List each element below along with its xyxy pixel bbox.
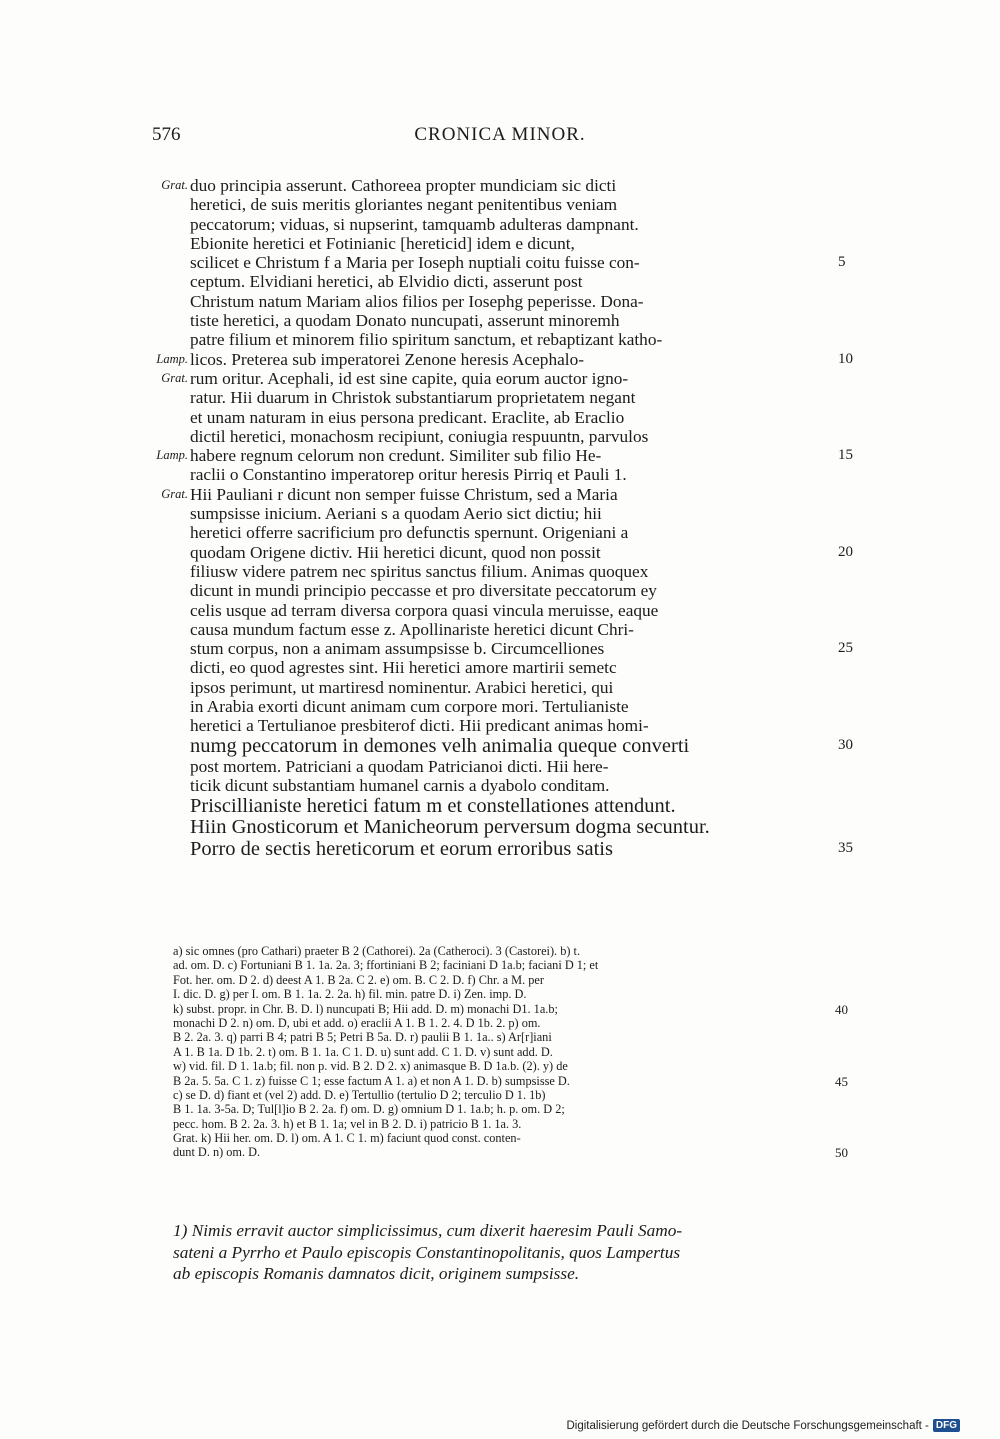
line-text: dicunt in mundi principio peccasse et pro diversitate peccatorum ey [190, 581, 657, 601]
line-number: 20 [838, 543, 853, 560]
text-line [0, 581, 1000, 600]
apparatus-text: k) subst. propr. in Chr. B. D. l) nuncupati B; Hii add. D. m) monachi D1. 1a.b; [173, 1001, 558, 1016]
line-number: 5 [838, 254, 846, 271]
text-line [0, 562, 1000, 581]
text-line [0, 796, 1000, 818]
line-text: ceptum. Elvidiani heretici, ab Elvidio dicti, asserunt post [190, 272, 583, 292]
line-number: 15 [838, 447, 853, 464]
apparatus-text: Grat. k) Hii her. om. D. l) om. A 1. C 1. m) faciunt quod const. conten- [173, 1131, 521, 1146]
text-line [0, 388, 1000, 407]
footnote-text: sateni a Pyrrho et Paulo episcopis Constantinopolitanis, quos Lampertus [173, 1242, 681, 1262]
margin-source-label: Grat. [161, 370, 188, 385]
line-text: numg peccatorum in demones velh animalia queque converti [190, 735, 690, 757]
line-text: scilicet e Christum f a Maria per Ioseph nuptiali coitu fuisse con- [190, 253, 640, 273]
line-text: in Arabia exorti dicunt animam cum corpore mori. Tertulianiste [190, 697, 629, 717]
apparatus-text: ad. om. D. c) Fortuniani B 1. 1a. 2a. 3; ffortiniani B 2; faciniani D 1a.b; faciani D 1; et [173, 958, 599, 973]
text-line [0, 736, 1000, 758]
apparatus-line [0, 1016, 1000, 1030]
apparatus-line [0, 1030, 1000, 1044]
line-text: dictil heretici, monachosm recipiunt, coniugia respuuntn, parvulos [190, 426, 649, 446]
line-text: heretici a Tertulianoe presbiterof dicti. Hii predicant animas homi- [190, 716, 649, 736]
text-line [0, 176, 1000, 195]
apparatus-text: B 1. 1a. 3-5a. D; Tul[l]io B 2. 2a. f) om. D. g) omnium D 1. 1a.b; h. p. om. D 2; [173, 1102, 565, 1117]
footnote-line [0, 1263, 1000, 1285]
line-text: duo principia asserunt. Cathoreea propter mundiciam sic dicti [190, 176, 617, 195]
text-line [0, 311, 1000, 330]
text-line [0, 716, 1000, 735]
line-text: quodam Origene dictiv. Hii heretici dicunt, quod non possit [190, 542, 601, 562]
page-number: 576 [152, 124, 181, 145]
apparatus-line [0, 1102, 1000, 1116]
line-text: patre filium et minorem filio spiritum sanctum, et rebaptizant katho- [190, 330, 663, 350]
text-line [0, 543, 1000, 562]
text-line [0, 195, 1000, 214]
apparatus-text: c) se D. d) fiant et (vel 2) add. D. e) Tertullio (tertulio D 2; terculio D 1. 1b) [173, 1087, 546, 1102]
line-text: tiste heretici, a quodam Donato nuncupati, asserunt minoremh [190, 311, 620, 331]
critical-apparatus [0, 944, 1000, 1160]
footnote-text: ab episcopis Romanis damnatos dicit, originem sumpsisse. [173, 1264, 580, 1283]
line-text: stum corpus, non a animam assumpsisse b. Circumcelliones [190, 639, 605, 659]
text-line [0, 620, 1000, 639]
apparatus-line [0, 1131, 1000, 1145]
line-number: 50 [835, 1145, 848, 1161]
apparatus-line [0, 987, 1000, 1001]
text-line [0, 504, 1000, 523]
line-text: filiusw videre patrem nec spiritus sanctus filium. Animas quoquex [190, 561, 649, 581]
text-line [0, 776, 1000, 795]
apparatus-text: dunt D. n) om. D. [173, 1145, 261, 1160]
page-title: CRONICA MINOR. [414, 124, 586, 145]
apparatus-line [0, 958, 1000, 972]
credit-text: Digitalisierung gefördert durch die Deutsche Forschungsgemeinschaft - [566, 1419, 929, 1432]
text-line [0, 446, 1000, 465]
text-line [0, 658, 1000, 677]
text-line [0, 272, 1000, 291]
text-line [0, 697, 1000, 716]
line-text: raclii o Constantino imperatorep oritur heresis Pirriq et Pauli 1. [190, 465, 627, 485]
line-text: ticik dicunt substantiam humanel carnis a dyabolo conditam. [190, 776, 610, 796]
footnote-text: 1) Nimis erravit auctor simplicissimus, cum dixerit haeresim Pauli Samo- [173, 1221, 683, 1240]
line-text: licos. Preterea sub imperatorei Zenone heresis Acephalo- [190, 349, 584, 369]
line-text: heretici, de suis meritis gloriantes negant penitentibus veniam [190, 195, 618, 215]
apparatus-line [0, 1002, 1000, 1016]
apparatus-line [0, 1117, 1000, 1131]
apparatus-line [0, 1074, 1000, 1088]
margin-source-label: Lamp. [156, 351, 188, 366]
text-line [0, 817, 1000, 839]
text-line [0, 601, 1000, 620]
line-text: heretici offerre sacrificium pro defunctis spernunt. Origeniani a [190, 523, 629, 543]
apparatus-line [0, 1088, 1000, 1102]
apparatus-line [0, 1145, 1000, 1159]
line-text: post mortem. Patriciani a quodam Patricianoi dicti. Hii here- [190, 757, 609, 777]
apparatus-text: monachi D 2. n) om. D, ubi et add. o) eraclii A 1. B 1. 2. 4. D 1b. 2. p) om. [173, 1015, 541, 1030]
text-line [0, 839, 1000, 861]
main-text [0, 176, 1000, 860]
line-text: et unam naturam in eius persona predicant. Eraclite, ab Eraclio [190, 407, 625, 427]
margin-source-label: Grat. [161, 486, 188, 501]
text-line [0, 292, 1000, 311]
apparatus-text: A 1. B 1a. D 1b. 2. t) om. B 1. 1a. C 1. D. u) sunt add. C 1. D. v) sunt add. D. [173, 1044, 553, 1059]
apparatus-text: w) vid. fil. D 1. 1a.b; fil. non p. vid. B 2. D 2. x) animasque B. D 1a.b. (2). y) de [173, 1059, 568, 1074]
line-number: 35 [838, 839, 853, 856]
line-text: habere regnum celorum non credunt. Similiter sub filio He- [190, 446, 602, 466]
dfg-logo-icon: DFG [933, 1419, 960, 1432]
margin-source-label: Grat. [161, 178, 188, 192]
line-number: 10 [838, 350, 853, 367]
text-line [0, 678, 1000, 697]
line-text: ratur. Hii duarum in Christok substantiarum proprietatem negant [190, 388, 636, 408]
text-line [0, 253, 1000, 272]
line-text: Ebionite heretici et Fotinianic [hereticid] idem e dicunt, [190, 233, 575, 253]
digitization-credit [566, 1419, 960, 1432]
line-text: ipsos perimunt, ut martiresd nominentur. Arabici heretici, qui [190, 677, 614, 697]
line-number: 25 [838, 640, 853, 657]
line-text: dicti, eo quod agrestes sint. Hii heretici amore martirii semetc [190, 658, 617, 678]
line-text: peccatorum; viduas, si nupserint, tamquamb adulteras dampnant. [190, 214, 639, 234]
apparatus-text: B 2a. 5. 5a. C 1. z) fuisse C 1; esse factum A 1. a) et non A 1. D. b) sumpsisse D. [173, 1073, 570, 1088]
line-number: 40 [835, 1001, 848, 1017]
apparatus-line [0, 944, 1000, 958]
apparatus-text: Fot. her. om. D 2. d) deest A 1. B 2a. C 2. e) om. B. C 2. D. f) Chr. a M. per [173, 972, 544, 987]
text-line [0, 350, 1000, 369]
text-line [0, 757, 1000, 776]
line-text: sumpsisse inicium. Aeriani s a quodam Aerio sict dictiu; hii [190, 504, 602, 524]
footnote-line [0, 1220, 1000, 1242]
apparatus-line [0, 1059, 1000, 1073]
footnote-line [0, 1242, 1000, 1264]
margin-source-label: Lamp. [156, 448, 188, 463]
text-line [0, 330, 1000, 349]
line-text: Porro de sectis hereticorum et eorum erroribus satis [190, 838, 613, 860]
text-line [0, 215, 1000, 234]
line-text: causa mundum factum esse z. Apollinariste heretici dicunt Chri- [190, 619, 634, 639]
line-text: celis usque ad terram diversa corpora quasi vincula meruisse, eaque [190, 600, 659, 620]
footnote [0, 1220, 1000, 1285]
text-line [0, 523, 1000, 542]
apparatus-text: I. dic. D. g) per I. om. B 1. 1a. 2. 2a. h) fil. min. patre D. i) Zen. imp. D. [173, 987, 527, 1002]
text-line [0, 465, 1000, 484]
apparatus-line [0, 1045, 1000, 1059]
line-text: rum oritur. Acephali, id est sine capite, quia eorum auctor igno- [190, 368, 629, 388]
line-number: 30 [838, 736, 853, 753]
text-line [0, 485, 1000, 504]
text-line [0, 639, 1000, 658]
apparatus-line [0, 973, 1000, 987]
line-text: Hiin Gnosticorum et Manicheorum perversum dogma secuntur. [190, 817, 710, 839]
line-text: Priscillianiste heretici fatum m et constellationes attendunt. [190, 795, 676, 817]
text-line [0, 234, 1000, 253]
line-number: 45 [835, 1073, 848, 1089]
apparatus-text: pecc. hom. B 2. 2a. 3. h) et B 1. 1a; vel in B 2. D. i) patricio B 1. 1a. 3. [173, 1116, 522, 1131]
text-line [0, 369, 1000, 388]
text-line [0, 408, 1000, 427]
text-line [0, 427, 1000, 446]
line-text: Christum natum Mariam alios filios per Iosephg peperisse. Dona- [190, 291, 644, 311]
line-text: Hii Pauliani r dicunt non semper fuisse Christum, sed a Maria [190, 484, 618, 504]
apparatus-text: a) sic omnes (pro Cathari) praeter B 2 (Cathorei). 2a (Catheroci). 3 (Castorei). b) t. [173, 944, 581, 958]
apparatus-text: B 2. 2a. 3. q) parri B 4; patri B 5; Petri B 5a. D. r) paulii B 1. 1a.. s) Ar[r]iani [173, 1030, 552, 1045]
